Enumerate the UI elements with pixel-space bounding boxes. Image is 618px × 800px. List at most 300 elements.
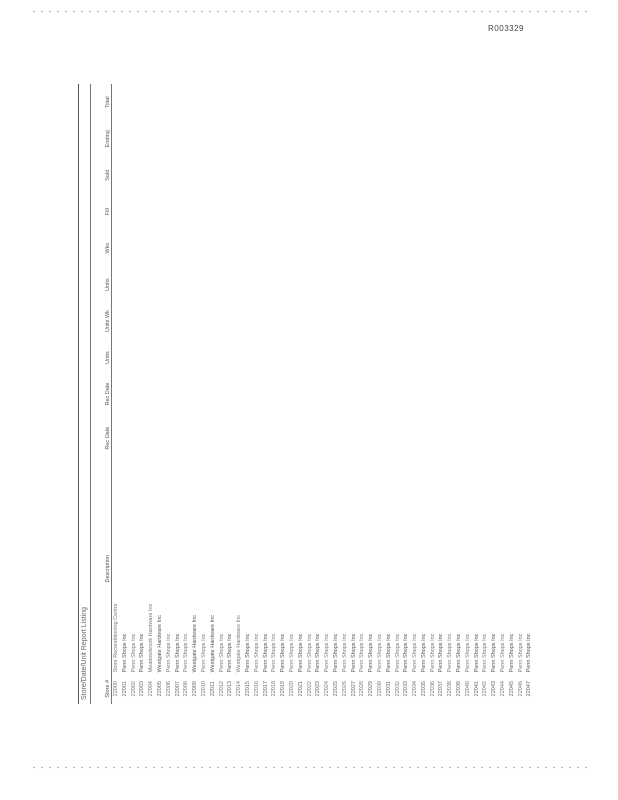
store-number-cell: 22029: [368, 681, 375, 697]
table-cell: [481, 121, 490, 157]
table-row: [455, 84, 464, 704]
table-cell: [376, 376, 385, 412]
table-cell: [200, 230, 209, 266]
table-cell: [481, 157, 490, 193]
table-cell: [191, 193, 200, 229]
table-cell: [323, 303, 332, 339]
table-body: [112, 84, 535, 704]
table-cell: [499, 412, 508, 464]
table-cell: [138, 376, 147, 412]
table-cell: [508, 157, 517, 193]
table-cell: [385, 193, 394, 229]
table-cell: [244, 230, 253, 266]
table-cell: [429, 230, 438, 266]
table-row: [156, 84, 165, 704]
description-cell: Penn Shops Inc: [394, 633, 401, 673]
table-cell: [288, 84, 297, 121]
store-number-cell: 22019: [280, 681, 287, 697]
table-cell: [490, 412, 499, 464]
table-cell: [525, 157, 534, 193]
table-cell: [402, 339, 411, 375]
table-cell: [394, 303, 403, 339]
table-cell: [288, 339, 297, 375]
table-cell: [270, 303, 279, 339]
table-cell: [385, 376, 394, 412]
table-cell: [244, 412, 253, 464]
description-cell: Penn Shops Inc: [174, 633, 181, 673]
table-cell: [147, 339, 156, 375]
table-cell: [270, 412, 279, 464]
column-header: Fill: [91, 193, 112, 229]
table-row: [226, 84, 235, 704]
table-cell: [385, 121, 394, 157]
table-title: Store/Date/Unit Report Listing: [79, 84, 91, 704]
table-cell: [288, 230, 297, 266]
table-cell: [191, 84, 200, 121]
table-cell: [191, 303, 200, 339]
store-number-cell: 22022: [306, 681, 313, 697]
table-cell: [358, 230, 367, 266]
table-cell: [402, 84, 411, 121]
table-cell: [455, 266, 464, 302]
table-cell: [218, 412, 227, 464]
table-cell: [262, 230, 271, 266]
table-cell: [411, 303, 420, 339]
table-cell: [235, 157, 244, 193]
table-row: [350, 84, 359, 704]
table-cell: [517, 230, 526, 266]
description-cell: Penn Shops Inc: [385, 633, 392, 673]
table-cell: [341, 84, 350, 121]
table-cell: [525, 303, 534, 339]
description-cell: Penn Shops Inc: [218, 633, 225, 673]
table-cell: [182, 376, 191, 412]
table-row: [402, 84, 411, 704]
store-number-cell: 22024: [324, 681, 331, 697]
table-cell: [138, 266, 147, 302]
column-header: Sold: [91, 157, 112, 193]
table-cell: [367, 303, 376, 339]
table-cell: [138, 339, 147, 375]
table-row: [446, 84, 455, 704]
table-cell: [446, 193, 455, 229]
store-number-cell: 22036: [429, 681, 436, 697]
table-cell: [358, 157, 367, 193]
table-cell: [297, 157, 306, 193]
table-cell: [429, 84, 438, 121]
table-cell: [121, 121, 130, 157]
store-number-cell: 22032: [394, 681, 401, 697]
table-cell: [279, 230, 288, 266]
table-cell: [182, 230, 191, 266]
table-cell: [262, 376, 271, 412]
table-cell: [270, 84, 279, 121]
table-row: [200, 84, 209, 704]
table-cell: [288, 121, 297, 157]
store-number-cell: 22031: [385, 681, 392, 697]
table-cell: [244, 84, 253, 121]
table-cell: [420, 193, 429, 229]
table-row: [262, 84, 271, 704]
table-row: [174, 84, 183, 704]
table-cell: [226, 266, 235, 302]
table-cell: [297, 84, 306, 121]
table-cell: [306, 230, 315, 266]
store-number-cell: 22007: [174, 681, 181, 697]
table-cell: [402, 193, 411, 229]
store-number-cell: 22027: [350, 681, 357, 697]
table-cell: [385, 84, 394, 121]
table-cell: [306, 339, 315, 375]
description-cell: Penn Shops Inc: [429, 633, 436, 673]
table-cell: [376, 339, 385, 375]
table-cell: [350, 84, 359, 121]
table-cell: [112, 121, 121, 157]
description-cell: Penn Shops Inc: [464, 633, 471, 673]
table-cell: [182, 193, 191, 229]
description-cell: Penn Shops Inc: [315, 633, 322, 673]
table-cell: [165, 193, 174, 229]
table-cell: [279, 193, 288, 229]
table-row: [508, 84, 517, 704]
table-cell: [464, 376, 473, 412]
table-cell: [306, 121, 315, 157]
table-cell: [508, 339, 517, 375]
table-cell: [130, 230, 139, 266]
table-cell: [156, 303, 165, 339]
table-cell: [156, 121, 165, 157]
table-cell: [226, 303, 235, 339]
description-cell: Penn Shops Inc: [482, 633, 489, 673]
store-number-cell: 22001: [121, 681, 128, 697]
table-cell: [209, 121, 218, 157]
table-cell: [165, 230, 174, 266]
table-cell: [147, 412, 156, 464]
table-cell: [446, 376, 455, 412]
table-row: [490, 84, 499, 704]
table-cell: [174, 266, 183, 302]
description-cell: Penn Shops Inc: [121, 633, 128, 673]
table-cell: [112, 266, 121, 302]
table-cell: [376, 266, 385, 302]
table-cell: [253, 339, 262, 375]
description-cell: Penn Shops Inc: [332, 633, 339, 673]
table-cell: [437, 376, 446, 412]
table-cell: [394, 376, 403, 412]
table-cell: [411, 121, 420, 157]
table-cell: [402, 303, 411, 339]
table-cell: [209, 412, 218, 464]
table-cell: [174, 376, 183, 412]
table-cell: [112, 303, 121, 339]
table-cell: [314, 339, 323, 375]
table-cell: [473, 376, 482, 412]
table-cell: [262, 84, 271, 121]
table-cell: [112, 157, 121, 193]
table-cell: [525, 412, 534, 464]
table-cell: [165, 412, 174, 464]
table-cell: [314, 121, 323, 157]
table-cell: [191, 412, 200, 464]
table-cell: [182, 266, 191, 302]
table-cell: [297, 230, 306, 266]
table-cell: [332, 84, 341, 121]
table-cell: [517, 84, 526, 121]
table-cell: [517, 157, 526, 193]
table-cell: [218, 193, 227, 229]
table-cell: [499, 266, 508, 302]
table-cell: [420, 376, 429, 412]
table-cell: [446, 121, 455, 157]
table-cell: [446, 303, 455, 339]
table-cell: [253, 303, 262, 339]
table-cell: [525, 339, 534, 375]
table-cell: [244, 193, 253, 229]
table-cell: [429, 339, 438, 375]
table-cell: [288, 266, 297, 302]
table-cell: [323, 230, 332, 266]
table-cell: [508, 84, 517, 121]
table-cell: [262, 121, 271, 157]
table-cell: [455, 376, 464, 412]
table-cell: [420, 121, 429, 157]
table-cell: [473, 266, 482, 302]
table-row: [499, 84, 508, 704]
table-cell: [209, 157, 218, 193]
table-cell: [437, 339, 446, 375]
table-cell: [446, 266, 455, 302]
table-row: [525, 84, 534, 704]
store-number-cell: 22025: [332, 681, 339, 697]
table-cell: [376, 303, 385, 339]
table-cell: [235, 84, 244, 121]
table-cell: [385, 339, 394, 375]
store-number-cell: 22018: [271, 681, 278, 697]
table-cell: [341, 303, 350, 339]
table-row: [165, 84, 174, 704]
description-cell: Penn Shops Inc: [271, 633, 278, 673]
table-cell: [288, 193, 297, 229]
table-cell: [209, 84, 218, 121]
table-cell: [517, 266, 526, 302]
table-cell: [156, 230, 165, 266]
table-cell: [394, 412, 403, 464]
description-cell: Penn Shops Inc: [403, 633, 410, 673]
description-cell: Penn Shops Inc: [130, 633, 137, 673]
table-cell: [200, 157, 209, 193]
table-cell: [420, 157, 429, 193]
table-cell: [156, 193, 165, 229]
table-cell: [306, 84, 315, 121]
table-cell: [314, 84, 323, 121]
table-cell: [191, 230, 200, 266]
table-cell: [411, 157, 420, 193]
table-cell: [367, 230, 376, 266]
table-cell: [420, 84, 429, 121]
table-row: [288, 84, 297, 704]
table-row: [429, 84, 438, 704]
table-cell: [341, 339, 350, 375]
store-number-cell: 22034: [412, 681, 419, 697]
table-cell: [332, 339, 341, 375]
store-number-cell: 22000: [113, 681, 119, 697]
report-table-rotated: [79, 84, 533, 704]
table-cell: [253, 193, 262, 229]
table-cell: [279, 266, 288, 302]
table-cell: [262, 339, 271, 375]
table-cell: [147, 121, 156, 157]
table-cell: [323, 193, 332, 229]
table-cell: [323, 339, 332, 375]
table-cell: [147, 193, 156, 229]
table-cell: [350, 303, 359, 339]
table-cell: [130, 376, 139, 412]
table-cell: [367, 121, 376, 157]
table-cell: [138, 230, 147, 266]
table-cell: [473, 193, 482, 229]
table-cell: [253, 376, 262, 412]
table-cell: [332, 230, 341, 266]
table-cell: [341, 266, 350, 302]
table-cell: [394, 339, 403, 375]
store-number-cell: 22002: [130, 681, 137, 697]
table-cell: [464, 266, 473, 302]
table-cell: [226, 84, 235, 121]
store-number-cell: 22004: [148, 681, 155, 697]
table-cell: [517, 121, 526, 157]
table-cell: [508, 412, 517, 464]
table-cell: [279, 339, 288, 375]
table-cell: [314, 230, 323, 266]
store-number-cell: 22009: [192, 681, 199, 697]
description-cell: Penn Shops Inc: [262, 633, 269, 673]
table-cell: [174, 339, 183, 375]
table-cell: [481, 339, 490, 375]
description-cell: Westgate Hardware Inc: [192, 615, 199, 673]
scan-dot-line-top: [30, 10, 590, 13]
table-cell: [314, 266, 323, 302]
table-cell: [191, 339, 200, 375]
table-cell: [376, 412, 385, 464]
table-cell: [244, 266, 253, 302]
store-number-cell: 22037: [438, 681, 445, 697]
store-number-cell: 22011: [209, 681, 216, 697]
table-cell: [218, 339, 227, 375]
table-cell: [367, 157, 376, 193]
column-header: Ending: [91, 121, 112, 157]
table-cell: [121, 266, 130, 302]
table-cell: [420, 230, 429, 266]
table-cell: [218, 266, 227, 302]
table-cell: [481, 193, 490, 229]
table-cell: [156, 376, 165, 412]
description-cell: Penn Shops Inc: [359, 633, 366, 673]
table-row: [367, 84, 376, 704]
table-cell: [402, 121, 411, 157]
description-cell: Penn Shops Inc: [412, 633, 419, 673]
table-cell: [411, 266, 420, 302]
table-cell: [358, 193, 367, 229]
table-cell: [112, 412, 121, 464]
table-cell: [182, 303, 191, 339]
store-number-cell: 22030: [376, 681, 383, 697]
table-cell: [481, 376, 490, 412]
table-cell: [464, 303, 473, 339]
table-cell: [209, 193, 218, 229]
table-cell: [165, 84, 174, 121]
table-row: [481, 84, 490, 704]
table-cell: [341, 412, 350, 464]
table-cell: [182, 339, 191, 375]
table-cell: [394, 121, 403, 157]
table-row: [147, 84, 156, 704]
table-cell: [279, 84, 288, 121]
rotated-table-panel: [78, 84, 533, 704]
table-row: [473, 84, 482, 704]
table-cell: [235, 230, 244, 266]
description-cell: Westgate Hardware Inc: [156, 615, 163, 673]
table-cell: [138, 303, 147, 339]
table-cell: [279, 121, 288, 157]
table-cell: [499, 193, 508, 229]
table-cell: [429, 303, 438, 339]
table-cell: [394, 266, 403, 302]
column-header: Units Wk: [91, 303, 112, 339]
table-row: [270, 84, 279, 704]
description-cell: Penn Shops Inc: [253, 633, 260, 673]
table-row: [209, 84, 218, 704]
table-cell: [253, 412, 262, 464]
table-cell: [499, 84, 508, 121]
table-cell: [437, 266, 446, 302]
table-cell: [130, 412, 139, 464]
column-header: Description: [91, 464, 112, 673]
column-header: Store #: [91, 673, 112, 704]
table-cell: [323, 412, 332, 464]
table-cell: [270, 339, 279, 375]
table-cell: [525, 121, 534, 157]
table-cell: [517, 376, 526, 412]
store-number-cell: 22042: [482, 681, 489, 697]
description-cell: Penn Shops Inc: [165, 633, 172, 673]
description-cell: Penn Shops Inc: [368, 633, 375, 673]
table-cell: [437, 193, 446, 229]
table-cell: [490, 303, 499, 339]
table-cell: [473, 230, 482, 266]
table-cell: [244, 303, 253, 339]
store-number-cell: 22008: [183, 681, 190, 697]
table-cell: [200, 412, 209, 464]
table-cell: [253, 121, 262, 157]
table-cell: [174, 121, 183, 157]
table-cell: [385, 230, 394, 266]
table-cell: [385, 303, 394, 339]
table-cell: [499, 157, 508, 193]
table-cell: [455, 303, 464, 339]
table-cell: [429, 121, 438, 157]
document-id: R003329: [488, 24, 524, 33]
table-cell: [174, 84, 183, 121]
table-cell: [200, 376, 209, 412]
table-cell: [121, 412, 130, 464]
table-cell: [385, 157, 394, 193]
table-row: [112, 84, 121, 704]
table-cell: [121, 157, 130, 193]
description-cell: Penn Shops Inc: [139, 633, 146, 673]
table-cell: [350, 339, 359, 375]
table-cell: [446, 157, 455, 193]
table-cell: [270, 376, 279, 412]
